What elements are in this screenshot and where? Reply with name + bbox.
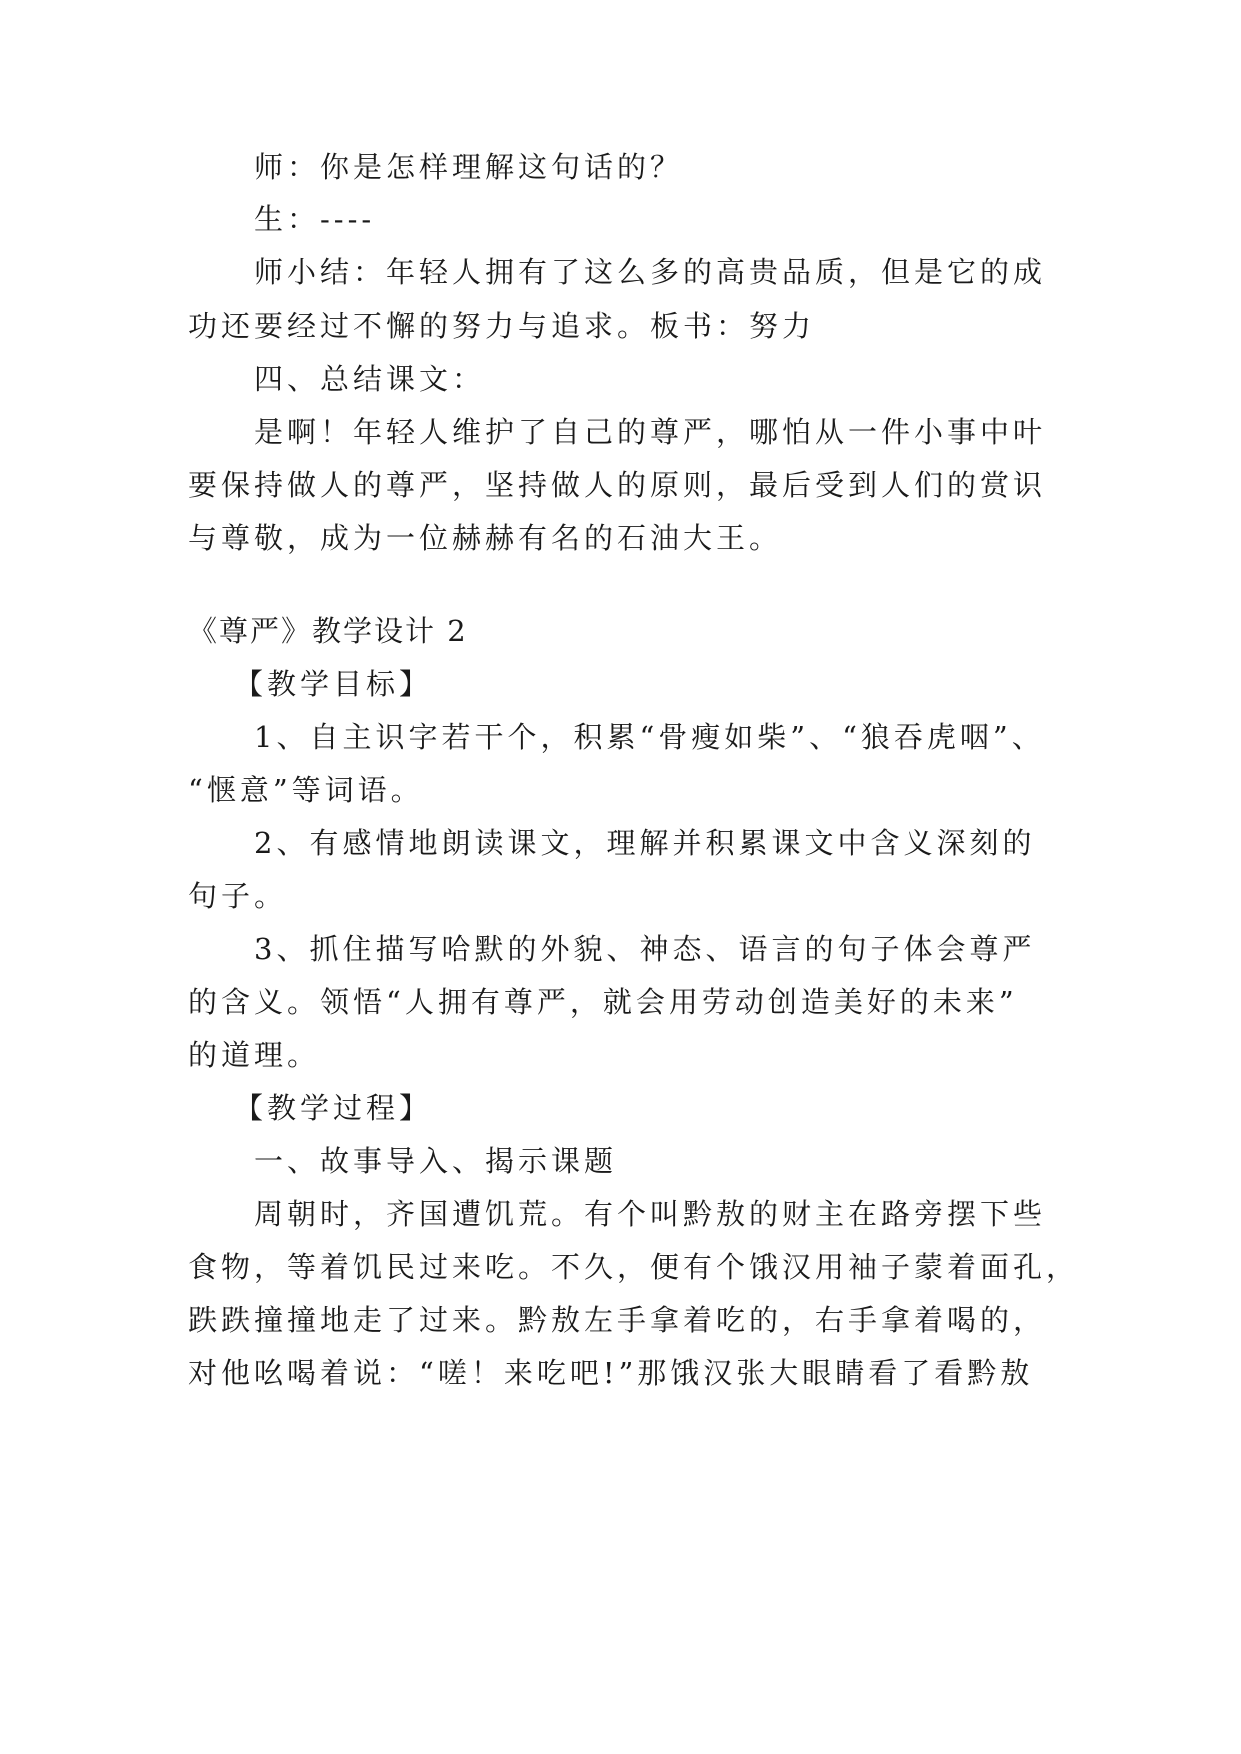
- objective-3-line-2: 的含义。领悟“人拥有尊严，就会用劳动创造美好的未来”: [188, 985, 1018, 1019]
- process-heading: 【教学过程】: [234, 1091, 433, 1125]
- objective-3-line-1: 3、抓住描写哈默的外貌、神态、语言的句子体会尊严: [254, 932, 1036, 966]
- step-1-heading: 一、故事导入、揭示课题: [254, 1144, 618, 1178]
- document-title: 《尊严》教学设计 2: [188, 614, 468, 648]
- conclusion-line-3: 与尊敬，成为一位赫赫有名的石油大王。: [188, 521, 783, 555]
- story-line-2: 食物，等着饥民过来吃。不久，便有个饿汉用袖子蒙着面孔，: [188, 1250, 1080, 1284]
- objective-1-line-1: 1、自主识字若干个，积累“骨瘦如柴”、“狼吞虎咽”、: [254, 720, 1045, 754]
- story-line-4: 对他吆喝着说：“嗟！来吃吧!”那饿汉张大眼睛看了看黔敖: [188, 1356, 1034, 1390]
- teacher-summary-line-1: 师小结：年轻人拥有了这么多的高贵品质，但是它的成: [254, 255, 1047, 289]
- story-line-1: 周朝时，齐国遭饥荒。有个叫黔敖的财主在路旁摆下些: [254, 1197, 1047, 1231]
- teacher-question: 师：你是怎样理解这句话的？: [254, 150, 684, 184]
- teacher-summary-line-2: 功还要经过不懈的努力与追求。板书：努力: [188, 309, 816, 343]
- objective-2-line-2: 句子。: [188, 879, 288, 913]
- objective-3-line-3: 的道理。: [188, 1038, 321, 1072]
- student-answer: 生：----: [254, 202, 376, 236]
- objective-1-line-2: “惬意”等词语。: [188, 773, 424, 807]
- story-line-3: 跌跌撞撞地走了过来。黔敖左手拿着吃的，右手拿着喝的，: [188, 1303, 1047, 1337]
- conclusion-line-1: 是啊！年轻人维护了自己的尊严，哪怕从一件小事中叶: [254, 415, 1047, 449]
- objectives-heading: 【教学目标】: [234, 667, 433, 701]
- conclusion-line-2: 要保持做人的尊严，坚持做人的原则，最后受到人们的赏识: [188, 468, 1047, 502]
- objective-2-line-1: 2、有感情地朗读课文，理解并积累课文中含义深刻的: [254, 826, 1036, 860]
- section-heading-4: 四、总结课文：: [254, 362, 486, 396]
